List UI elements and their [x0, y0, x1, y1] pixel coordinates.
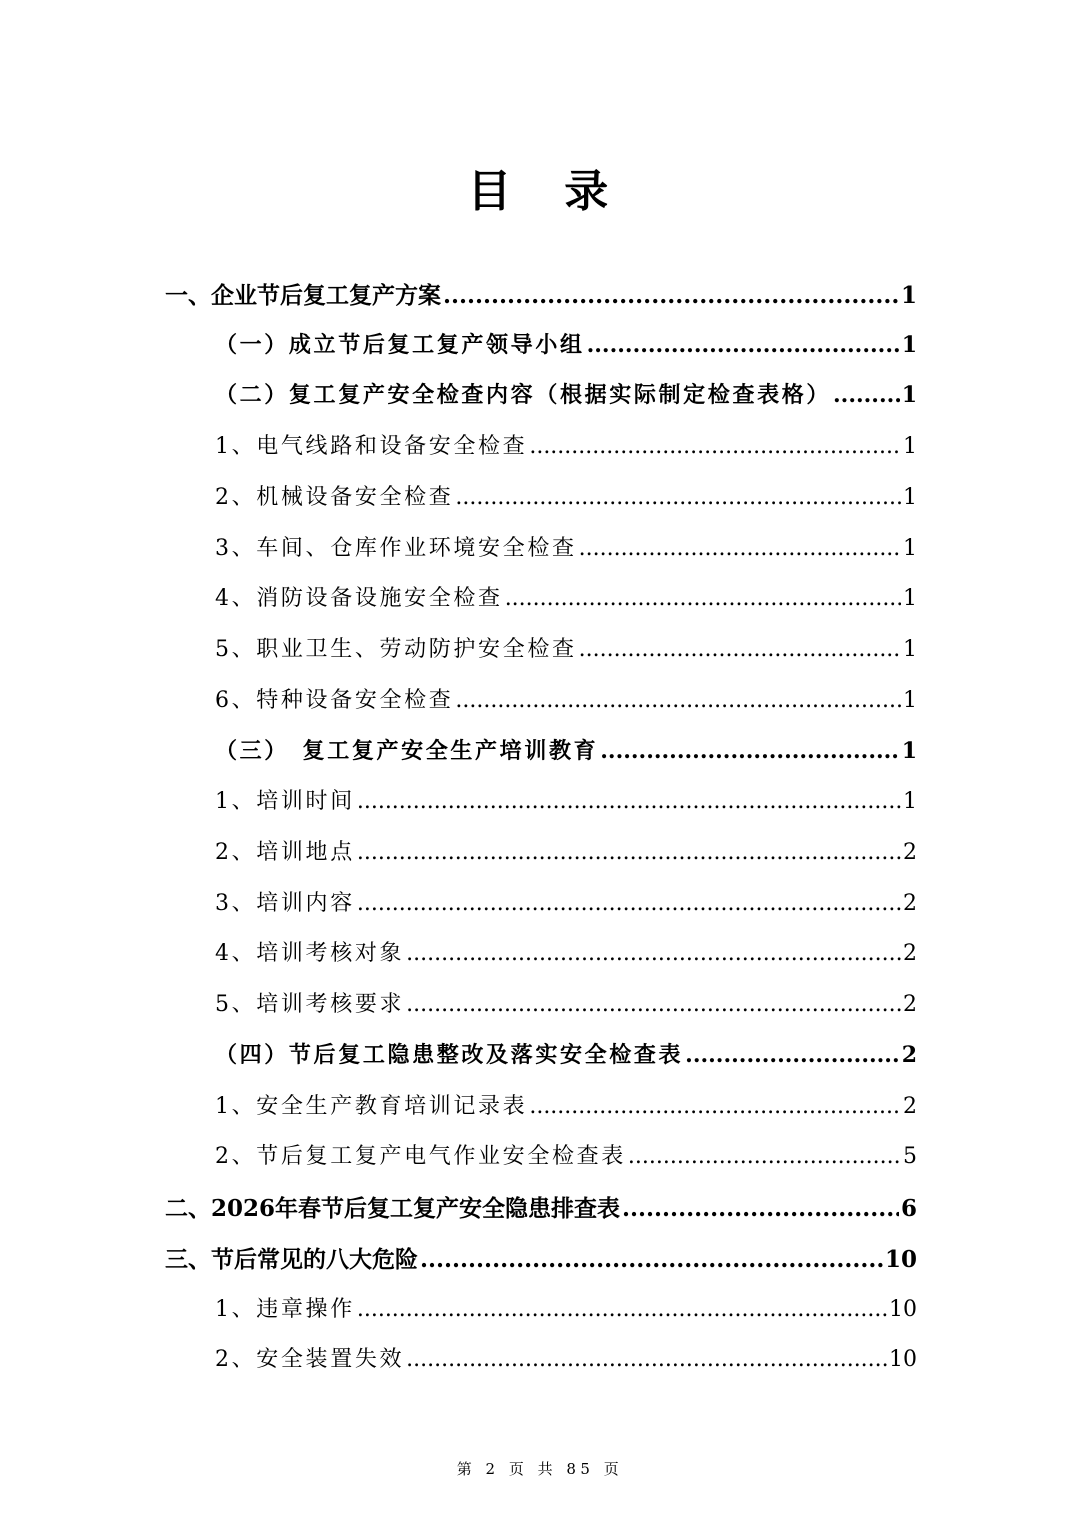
toc-entry[interactable] [215, 328, 917, 368]
toc-dot-leader [420, 1246, 883, 1273]
toc-dot-leader [443, 282, 899, 309]
toc-dot-leader [833, 382, 900, 408]
toc-entry-text: 1、培训时间 [215, 789, 355, 814]
toc-dot-leader [587, 332, 900, 358]
toc-dot-leader [685, 1042, 900, 1068]
toc-entry-page: 2 [903, 1094, 917, 1119]
toc-entry-text: 1、违章操作 [215, 1297, 355, 1322]
toc-dot-leader [455, 688, 901, 713]
toc-dot-leader [455, 485, 901, 510]
toc-entry[interactable] [215, 378, 917, 418]
toc-dot-leader [505, 586, 901, 611]
toc-dot-leader [529, 1094, 901, 1119]
toc-entry-text: 2、机械设备安全检查 [215, 485, 454, 510]
toc-entry-text: 5、培训考核要求 [215, 992, 405, 1017]
toc-entry-page: 1 [903, 586, 917, 611]
toc-entry[interactable] [215, 987, 917, 1027]
toc-entry-text: 一、企业节后复工复产方案 [165, 282, 441, 309]
toc-entry-page: 10 [884, 1246, 917, 1273]
toc-entry-page: 2 [903, 840, 917, 865]
toc-entry-page: 10 [889, 1297, 917, 1322]
toc-entry-text: 三、节后常见的八大危险 [165, 1246, 418, 1273]
toc-entry-page: 6 [900, 1195, 917, 1222]
toc-entry[interactable] [215, 734, 917, 774]
toc-entry[interactable] [215, 784, 917, 824]
toc-entry-page: 1 [901, 382, 917, 408]
page-title: 目 录 [467, 166, 613, 217]
toc-entry[interactable] [215, 531, 917, 571]
toc-dot-leader [579, 637, 901, 662]
toc-entry-page: 1 [903, 536, 917, 561]
toc-dot-leader [406, 992, 901, 1017]
toc-entry-text: 1、电气线路和设备安全检查 [215, 434, 528, 459]
toc-entry-text: 4、培训考核对象 [215, 941, 405, 966]
toc-entry-page: 2 [901, 1042, 917, 1068]
toc-entry[interactable] [215, 936, 917, 976]
toc-entry[interactable] [215, 1292, 917, 1332]
toc-entry-page: 2 [903, 941, 917, 966]
toc-entry-text: 5、职业卫生、劳动防护安全检查 [215, 637, 577, 662]
toc-entry-text: 2、安全装置失效 [215, 1347, 405, 1372]
toc-entry[interactable] [165, 1190, 917, 1230]
toc-entry-text: 2、培训地点 [215, 840, 355, 865]
toc-entry-page: 1 [900, 282, 917, 309]
toc-entry-page: 1 [903, 789, 917, 814]
toc-entry[interactable] [165, 277, 917, 317]
toc-entry-page: 5 [903, 1144, 917, 1169]
toc-entry[interactable] [215, 886, 917, 926]
toc-dot-leader [622, 1195, 899, 1222]
toc-entry[interactable] [215, 1089, 917, 1129]
toc-entry[interactable] [215, 1342, 917, 1382]
toc-entry-page: 1 [903, 434, 917, 459]
toc-entry[interactable] [215, 1038, 917, 1078]
toc-entry[interactable] [215, 632, 917, 672]
toc-dot-leader [357, 1297, 887, 1322]
toc-entry-text: 二、2026年春节后复工复产安全隐患排查表 [165, 1195, 621, 1222]
toc-entry-text: 3、车间、仓库作业环境安全检查 [215, 536, 577, 561]
toc-dot-leader [600, 738, 899, 764]
toc-entry[interactable] [215, 480, 917, 520]
toc-entry-page: 1 [901, 738, 917, 764]
toc-entry-text: 6、特种设备安全检查 [215, 688, 454, 713]
toc-dot-leader [357, 891, 901, 916]
toc-entry[interactable] [215, 429, 917, 469]
toc-dot-leader [406, 941, 901, 966]
toc-entry-page: 1 [901, 332, 917, 358]
toc-entry-page: 1 [903, 688, 917, 713]
toc-entry[interactable] [215, 581, 917, 621]
toc-entry-text: （二）复工复产安全检查内容（根据实际制定检查表格） [215, 382, 832, 408]
toc-entry-text: （四）节后复工隐患整改及落实安全检查表 [215, 1042, 684, 1068]
toc-dot-leader [529, 434, 901, 459]
toc-entry-text: 4、消防设备设施安全检查 [215, 586, 503, 611]
toc-entry-page: 2 [903, 891, 917, 916]
toc-entry[interactable] [165, 1241, 917, 1281]
toc-entry-text: （三） 复工复产安全生产培训教育 [215, 738, 599, 764]
toc-entry-text: 3、培训内容 [215, 891, 355, 916]
toc-dot-leader [406, 1347, 887, 1372]
toc-entry[interactable] [215, 683, 917, 723]
toc-entry-page: 2 [903, 992, 917, 1017]
toc-dot-leader [357, 789, 901, 814]
toc-dot-leader [579, 536, 901, 561]
toc-entry-text: 1、安全生产教育培训记录表 [215, 1094, 528, 1119]
toc-entry-page: 1 [903, 637, 917, 662]
toc-dot-leader [357, 840, 901, 865]
toc-entry-page: 1 [903, 485, 917, 510]
toc-dot-leader [628, 1144, 901, 1169]
toc-entry[interactable] [215, 1139, 917, 1179]
page-footer: 第 2 页 共 85 页 [456, 1460, 624, 1478]
toc-entry-page: 10 [889, 1347, 917, 1372]
toc-entry[interactable] [215, 835, 917, 875]
toc-entry-text: （一）成立节后复工复产领导小组 [215, 332, 585, 358]
toc-entry-text: 2、节后复工复产电气作业安全检查表 [215, 1144, 626, 1169]
